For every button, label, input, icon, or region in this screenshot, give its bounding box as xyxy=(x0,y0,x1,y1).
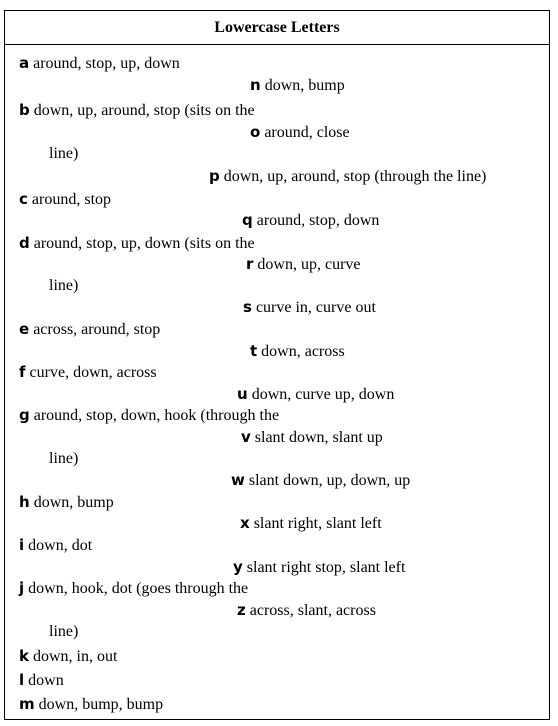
letter-i: i xyxy=(19,536,25,554)
entry-o-text: around, close xyxy=(264,124,350,141)
entry-f-text: curve, down, across xyxy=(29,364,157,381)
entry-y-text: slant right stop, slant left xyxy=(246,559,406,576)
entry-j xyxy=(19,578,248,599)
letter-e: e xyxy=(19,320,30,338)
entry-k xyxy=(19,646,117,667)
entry-z xyxy=(237,600,376,621)
entry-i-text: down, dot xyxy=(28,537,93,554)
entry-h-text: down, bump xyxy=(33,494,114,511)
entry-g-text: around, stop, down, hook (through the xyxy=(33,407,280,424)
entry-u-text: down, curve up, down xyxy=(251,386,395,403)
entry-j-text: down, hook, dot (goes through the xyxy=(28,580,249,597)
letter-r: r xyxy=(246,255,254,273)
entry-l-text: down xyxy=(28,672,64,689)
entry-i xyxy=(19,535,92,556)
entry-m xyxy=(19,694,163,715)
entry-b xyxy=(19,100,255,121)
letter-d: d xyxy=(19,234,30,252)
letter-z: z xyxy=(237,601,246,619)
entry-h xyxy=(19,492,114,513)
table-header: Lowercase Letters xyxy=(5,11,549,45)
entry-f xyxy=(19,362,157,383)
entry-g-continuation: line) xyxy=(49,450,79,467)
letter-n: n xyxy=(250,76,261,94)
entry-n-text: down, bump xyxy=(264,77,345,94)
entry-x xyxy=(240,513,382,534)
entry-x-text: slant right, slant left xyxy=(253,515,382,532)
letter-x: x xyxy=(240,514,250,532)
entry-c-text: around, stop xyxy=(31,191,112,208)
entry-y xyxy=(233,557,405,578)
entry-a-text: around, stop, up, down xyxy=(33,55,180,72)
entry-a xyxy=(19,53,180,74)
entry-e-text: across, around, stop xyxy=(33,321,161,338)
letter-p: p xyxy=(209,167,220,185)
entry-n xyxy=(250,75,345,96)
letter-f: f xyxy=(19,363,26,381)
letter-v: v xyxy=(241,428,251,446)
entry-m-text: down, bump, bump xyxy=(38,696,164,713)
letter-q: q xyxy=(242,211,253,229)
entry-t xyxy=(250,341,345,362)
letter-c: c xyxy=(19,190,28,208)
entry-s-text: curve in, curve out xyxy=(255,299,376,316)
entry-d xyxy=(19,233,255,254)
entry-r xyxy=(246,254,361,275)
letter-u: u xyxy=(237,385,248,403)
letter-h: h xyxy=(19,493,30,511)
letter-k: k xyxy=(19,647,29,665)
letter-a: a xyxy=(19,54,30,72)
entry-u xyxy=(237,384,394,405)
entry-o xyxy=(250,122,350,143)
lowercase-letters-table xyxy=(4,10,550,720)
entry-v xyxy=(241,427,383,448)
entry-t-text: down, across xyxy=(261,343,345,360)
entry-b-text: down, up, around, stop (sits on the xyxy=(33,102,255,119)
letter-g: g xyxy=(19,406,30,424)
entry-s xyxy=(243,297,376,318)
entry-v-text: slant down, slant up xyxy=(254,429,383,446)
entry-b-continuation: line) xyxy=(49,145,79,162)
entry-j-continuation: line) xyxy=(49,623,79,640)
letter-t: t xyxy=(250,342,258,360)
entry-p xyxy=(209,166,486,187)
letter-l: l xyxy=(19,671,25,689)
letter-y: y xyxy=(233,558,243,576)
entry-w xyxy=(231,470,410,491)
letter-j: j xyxy=(19,579,25,597)
entry-c xyxy=(19,189,111,210)
letter-o: o xyxy=(250,123,261,141)
entry-p-text: down, up, around, stop (through the line) xyxy=(223,168,487,185)
entry-r-text: down, up, curve xyxy=(257,256,361,273)
entry-z-text: across, slant, across xyxy=(249,602,376,619)
entry-d-continuation: line) xyxy=(49,277,79,294)
letter-s: s xyxy=(243,298,252,316)
letter-m: m xyxy=(19,695,35,713)
entry-w-text: slant down, up, down, up xyxy=(248,472,411,489)
entry-q-text: around, stop, down xyxy=(256,212,380,229)
entry-k-text: down, in, out xyxy=(32,648,118,665)
entry-q xyxy=(242,210,379,231)
letter-b: b xyxy=(19,101,30,119)
entry-l xyxy=(19,670,64,691)
entry-d-text: around, stop, up, down (sits on the xyxy=(33,235,255,252)
entry-e xyxy=(19,319,160,340)
letter-w: w xyxy=(231,471,245,489)
entry-g xyxy=(19,405,279,426)
